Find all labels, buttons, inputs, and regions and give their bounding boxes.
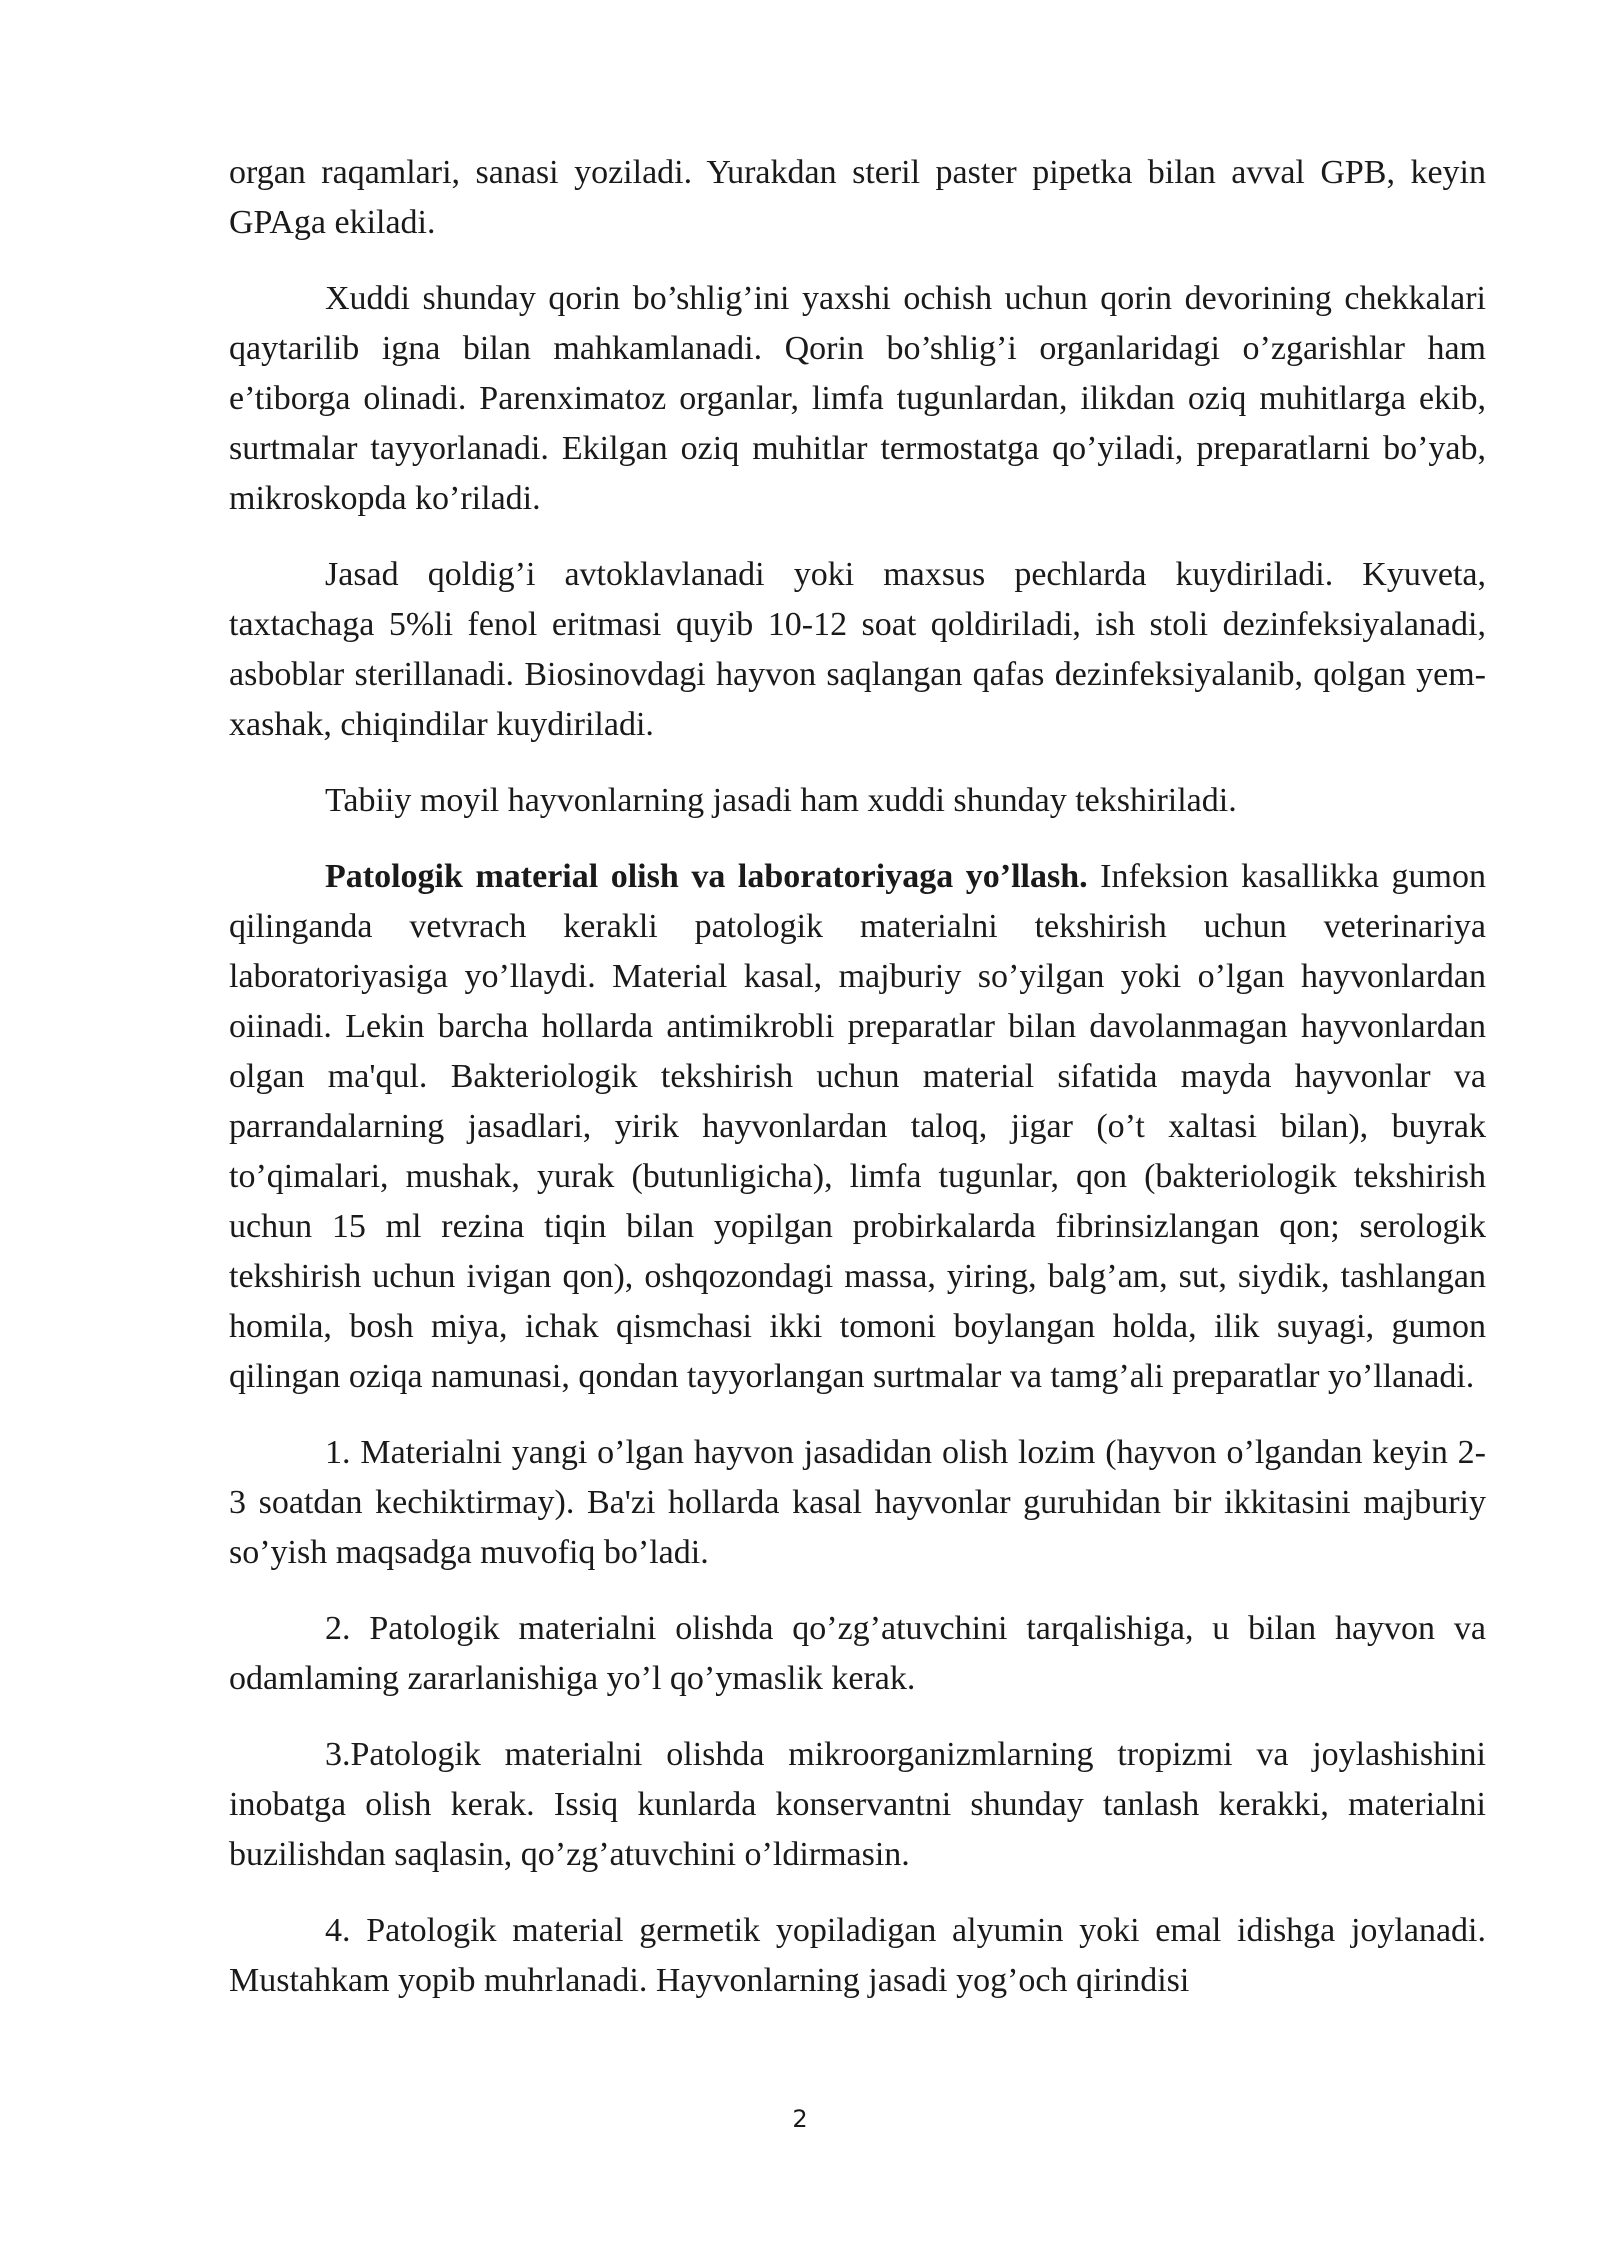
paragraph-2 (229, 274, 1486, 524)
paragraph-1 (229, 148, 1486, 248)
paragraph-6-text: 1. Materialni yangi o’lgan hayvon jasadidan olish lozim (hayvon o’lgandan keyin 2-3 soatdan kechiktirmay). Ba'zi hollarda kasal hayvonlar guruhidan bir ikkitasini majburiy so’yish maqsadga muvofiq bo’ladi. (229, 1434, 1486, 1571)
paragraph-4 (229, 776, 1486, 826)
paragraph-7-text: 2. Patologik materialni olishda qo’zg’atuvchini tarqalishiga, u bilan hayvon va odamlaming zararlanishiga yo’l qo’ymaslik kerak. (229, 1610, 1486, 1697)
paragraph-9-text: 4. Patologik material germetik yopiladigan alyumin yoki emal idishga joylanadi. Mustahkam yopib muhrlanadi. Hayvonlarning jasadi yog’och qirindisi (229, 1912, 1486, 1999)
paragraph-5 (229, 852, 1486, 1402)
section-heading-inline: Patologik material olish va laboratoriyaga yo’llash. (325, 858, 1088, 895)
paragraph-8-text: 3.Patologik materialni olishda mikroorganizmlarning tropizmi va joylashishini inobatga olish kerak. Issiq kunlarda konservantni shunday tanlash kerakki, materialni buzilishdan saqlasin, qo’zg’atuvchini o’ldirmasin. (229, 1736, 1486, 1873)
paragraph-8 (229, 1730, 1486, 1880)
paragraph-2-text: Xuddi shunday qorin bo’shlig’ini yaxshi ochish uchun qorin devorining chekkalari qaytarilib igna bilan mahkamlanadi. Qorin bo’shlig’i organlaridagi o’zgarishlar ham e’tiborga olinadi. Parenximatoz organlar, limfa tugunlardan, ilikdan oziq muhitlarga ekib, surtmalar tayyorlanadi. Ekilgan oziq muhitlar termostatga qo’yiladi, preparatlarni bo’yab, mikroskopda ko’riladi. (229, 280, 1486, 517)
paragraph-5-text: Infeksion kasallikka gumon qilinganda vetvrach kerakli patologik materialni tekshirish uchun veterinariya laboratoriyasiga yo’llaydi. Material kasal, majburiy so’yilgan yoki o’lgan hayvonlardan oiinadi. Lekin barcha hollarda antimikrobli preparatlar bilan davolanmagan hayvonlardan olgan ma'qul. Bakteriologik tekshirish uchun material sifatida mayda hayvonlar va parrandalarning jasadlari, yirik hayvonlardan taloq, jigar (o’t xaltasi bilan), buyrak to’qimalari, mushak, yurak (butunligicha), limfa tugunlar, qon (bakteriologik tekshirish uchun 15 ml rezina tiqin bilan yopilgan probirkalarda fibrinsizlangan qon; serologik tekshirish uchun ivigan qon), oshqozondagi massa, yiring, balg’am, sut, siydik, tashlangan homila, bosh miya, ichak qismchasi ikki tomoni boylangan holda, ilik suyagi, gumon qilingan oziqa namunasi, qondan tayyorlangan surtmalar va tamg’ali preparatlar yo’llanadi. (229, 858, 1486, 1395)
paragraph-1-text: organ raqamlari, sanasi yoziladi. Yurakdan steril paster pipetka bilan avval GPB, keyin GPAga ekiladi. (229, 154, 1486, 241)
paragraph-7 (229, 1604, 1486, 1704)
paragraph-9 (229, 1906, 1486, 2006)
page-number: 2 (792, 2105, 808, 2133)
paragraph-4-text: Tabiiy moyil hayvonlarning jasadi ham xuddi shunday tekshiriladi. (325, 782, 1237, 819)
paragraph-3 (229, 550, 1486, 750)
paragraph-3-text: Jasad qoldig’i avtoklavlanadi yoki maxsus pechlarda kuydiriladi. Kyuveta, taxtachaga 5%li fenol eritmasi quyib 10-12 soat qoldiriladi, ish stoli dezinfeksiyalanadi, asboblar sterillanadi. Biosinovdagi hayvon saqlangan qafas dezinfeksiyalanib, qolgan yem-xashak, chiqindilar kuydiriladi. (229, 556, 1486, 743)
document-body (229, 148, 1486, 2006)
paragraph-6 (229, 1428, 1486, 1578)
